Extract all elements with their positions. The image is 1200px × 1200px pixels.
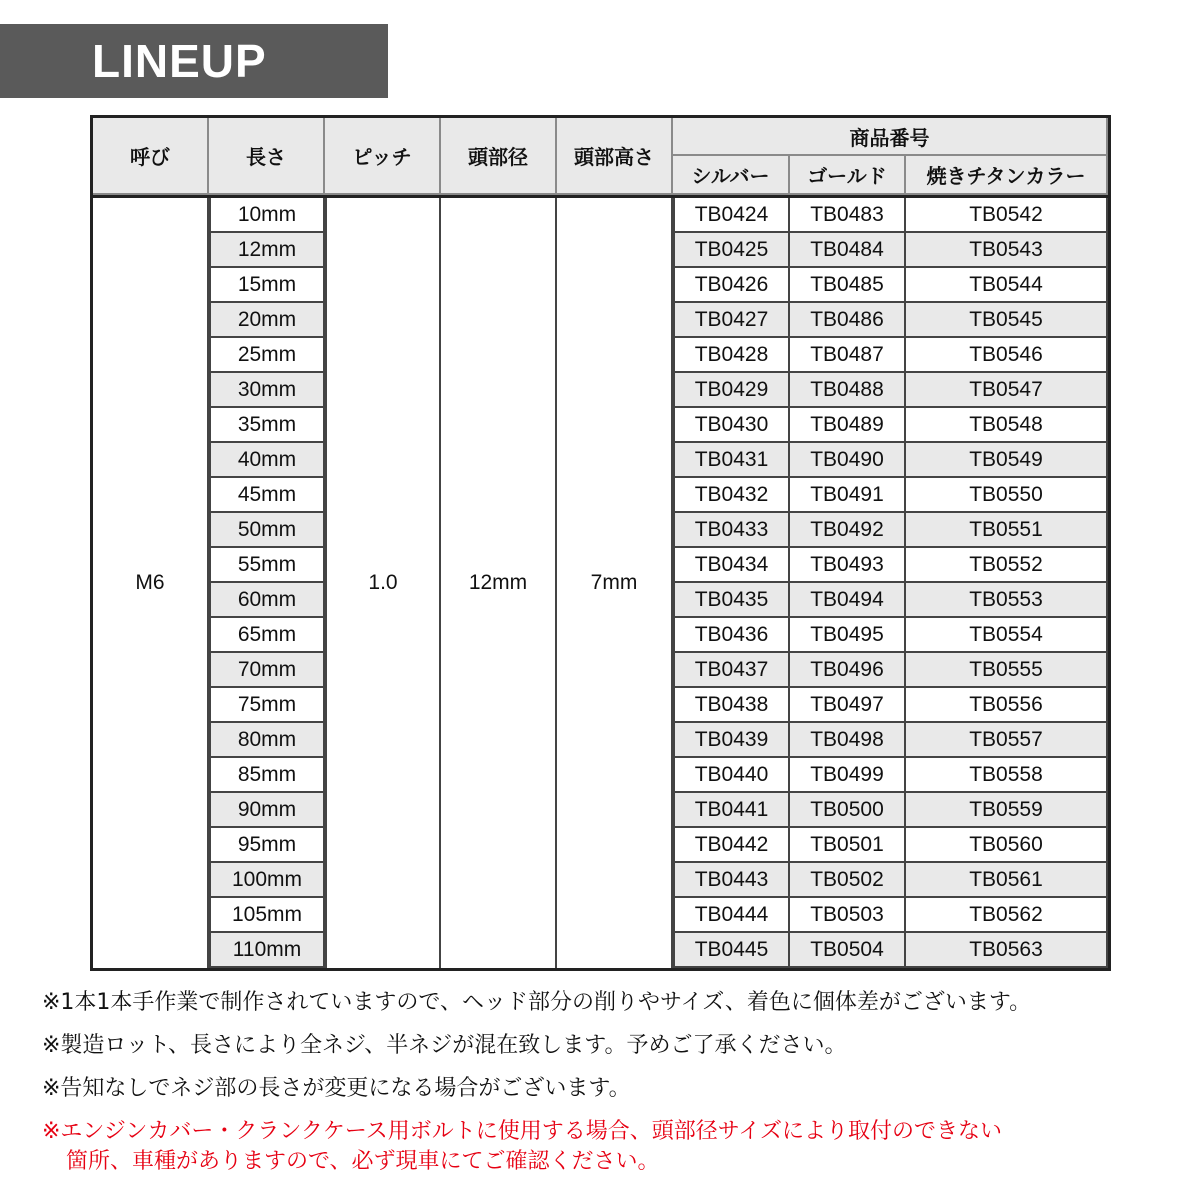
burnt-titanium-cell: TB0555 [906, 653, 1108, 688]
burnt-titanium-cell: TB0563 [906, 933, 1108, 968]
burnt-titanium-cell: TB0551 [906, 513, 1108, 548]
silver-cell: TB0430 [673, 408, 790, 443]
length-cell: 25mm [209, 338, 325, 373]
gold-cell: TB0498 [790, 723, 906, 758]
warning-line-2: 箇所、車種がありますので、必ず現車にてご確認ください。 [66, 1149, 660, 1174]
gold-cell: TB0504 [790, 933, 906, 968]
gold-cell: TB0487 [790, 338, 906, 373]
length-cell: 35mm [209, 408, 325, 443]
gold-cell: TB0499 [790, 758, 906, 793]
page-title: LINEUP [92, 35, 267, 87]
gold-cell: TB0488 [790, 373, 906, 408]
silver-cell: TB0442 [673, 828, 790, 863]
burnt-titanium-cell: TB0562 [906, 898, 1108, 933]
gold-cell: TB0492 [790, 513, 906, 548]
length-cell: 65mm [209, 618, 325, 653]
burnt-titanium-cell: TB0553 [906, 583, 1108, 618]
header-product-number: 商品番号 [673, 118, 1108, 156]
silver-cell: TB0432 [673, 478, 790, 513]
burnt-titanium-cell: TB0549 [906, 443, 1108, 478]
header-nominal: 呼び [93, 118, 209, 195]
silver-cell: TB0435 [673, 583, 790, 618]
length-cell: 95mm [209, 828, 325, 863]
length-cell: 50mm [209, 513, 325, 548]
burnt-titanium-cell: TB0544 [906, 268, 1108, 303]
burnt-titanium-cell: TB0554 [906, 618, 1108, 653]
length-cell: 60mm [209, 583, 325, 618]
nominal-cell: M6 [93, 198, 209, 968]
gold-cell: TB0484 [790, 233, 906, 268]
burnt-titanium-cell: TB0558 [906, 758, 1108, 793]
burnt-titanium-cell: TB0559 [906, 793, 1108, 828]
silver-cell: TB0426 [673, 268, 790, 303]
silver-cell: TB0439 [673, 723, 790, 758]
burnt-titanium-cell: TB0560 [906, 828, 1108, 863]
gold-cell: TB0489 [790, 408, 906, 443]
silver-cell: TB0436 [673, 618, 790, 653]
header-head-height: 頭部高さ [557, 118, 673, 195]
gold-cell: TB0503 [790, 898, 906, 933]
burnt-titanium-cell: TB0550 [906, 478, 1108, 513]
gold-cell: TB0483 [790, 198, 906, 233]
length-cell: 90mm [209, 793, 325, 828]
silver-cell: TB0438 [673, 688, 790, 723]
warning-note [42, 1117, 1192, 1177]
warning-line-1: ※エンジンカバー・クランクケース用ボルトに使用する場合、頭部径サイズにより取付のできない [42, 1119, 1003, 1144]
silver-cell: TB0440 [673, 758, 790, 793]
length-cell: 70mm [209, 653, 325, 688]
silver-cell: TB0445 [673, 933, 790, 968]
length-cell: 80mm [209, 723, 325, 758]
length-cell: 40mm [209, 443, 325, 478]
length-cell: 10mm [209, 198, 325, 233]
burnt-titanium-cell: TB0561 [906, 863, 1108, 898]
silver-cell: TB0428 [673, 338, 790, 373]
length-cell: 85mm [209, 758, 325, 793]
gold-cell: TB0485 [790, 268, 906, 303]
gold-cell: TB0500 [790, 793, 906, 828]
gold-cell: TB0491 [790, 478, 906, 513]
length-cell: 20mm [209, 303, 325, 338]
notes [42, 988, 1192, 1177]
gold-cell: TB0495 [790, 618, 906, 653]
gold-cell: TB0497 [790, 688, 906, 723]
note-thread-mix: ※製造ロット、長さにより全ネジ、半ネジが混在致します。予めご了承ください。 [42, 1033, 847, 1058]
lineup-table [90, 115, 1111, 971]
burnt-titanium-cell: TB0556 [906, 688, 1108, 723]
head-diameter-cell: 12mm [441, 198, 557, 968]
silver-cell: TB0443 [673, 863, 790, 898]
silver-cell: TB0424 [673, 198, 790, 233]
burnt-titanium-cell: TB0542 [906, 198, 1108, 233]
burnt-titanium-cell: TB0557 [906, 723, 1108, 758]
silver-cell: TB0427 [673, 303, 790, 338]
gold-cell: TB0501 [790, 828, 906, 863]
header-pitch: ピッチ [325, 118, 441, 195]
pitch-cell: 1.0 [325, 198, 441, 968]
burnt-titanium-cell: TB0543 [906, 233, 1108, 268]
header-burnt-titanium: 焼きチタンカラー [906, 156, 1108, 195]
burnt-titanium-cell: TB0547 [906, 373, 1108, 408]
silver-cell: TB0444 [673, 898, 790, 933]
length-cell: 100mm [209, 863, 325, 898]
burnt-titanium-cell: TB0552 [906, 548, 1108, 583]
length-cell: 55mm [209, 548, 325, 583]
length-cell: 30mm [209, 373, 325, 408]
gold-cell: TB0490 [790, 443, 906, 478]
silver-cell: TB0431 [673, 443, 790, 478]
silver-cell: TB0437 [673, 653, 790, 688]
gold-cell: TB0493 [790, 548, 906, 583]
length-cell: 45mm [209, 478, 325, 513]
gold-cell: TB0502 [790, 863, 906, 898]
header-head-diameter: 頭部径 [441, 118, 557, 195]
header-gold: ゴールド [790, 156, 906, 195]
gold-cell: TB0496 [790, 653, 906, 688]
silver-cell: TB0429 [673, 373, 790, 408]
length-cell: 75mm [209, 688, 325, 723]
title-banner [0, 24, 388, 98]
gold-cell: TB0494 [790, 583, 906, 618]
length-cell: 105mm [209, 898, 325, 933]
burnt-titanium-cell: TB0548 [906, 408, 1108, 443]
head-height-cell: 7mm [557, 198, 673, 968]
note-thread-length: ※告知なしでネジ部の長さが変更になる場合がございます。 [42, 1076, 631, 1101]
header-length: 長さ [209, 118, 325, 195]
header-silver: シルバー [673, 156, 790, 195]
silver-cell: TB0433 [673, 513, 790, 548]
silver-cell: TB0425 [673, 233, 790, 268]
gold-cell: TB0486 [790, 303, 906, 338]
length-cell: 12mm [209, 233, 325, 268]
silver-cell: TB0434 [673, 548, 790, 583]
note-handmade: ※1本1本手作業で制作されていますので、ヘッド部分の削りやサイズ、着色に個体差がございます。 [42, 990, 1032, 1015]
length-cell: 15mm [209, 268, 325, 303]
silver-cell: TB0441 [673, 793, 790, 828]
burnt-titanium-cell: TB0545 [906, 303, 1108, 338]
length-cell: 110mm [209, 933, 325, 968]
burnt-titanium-cell: TB0546 [906, 338, 1108, 373]
